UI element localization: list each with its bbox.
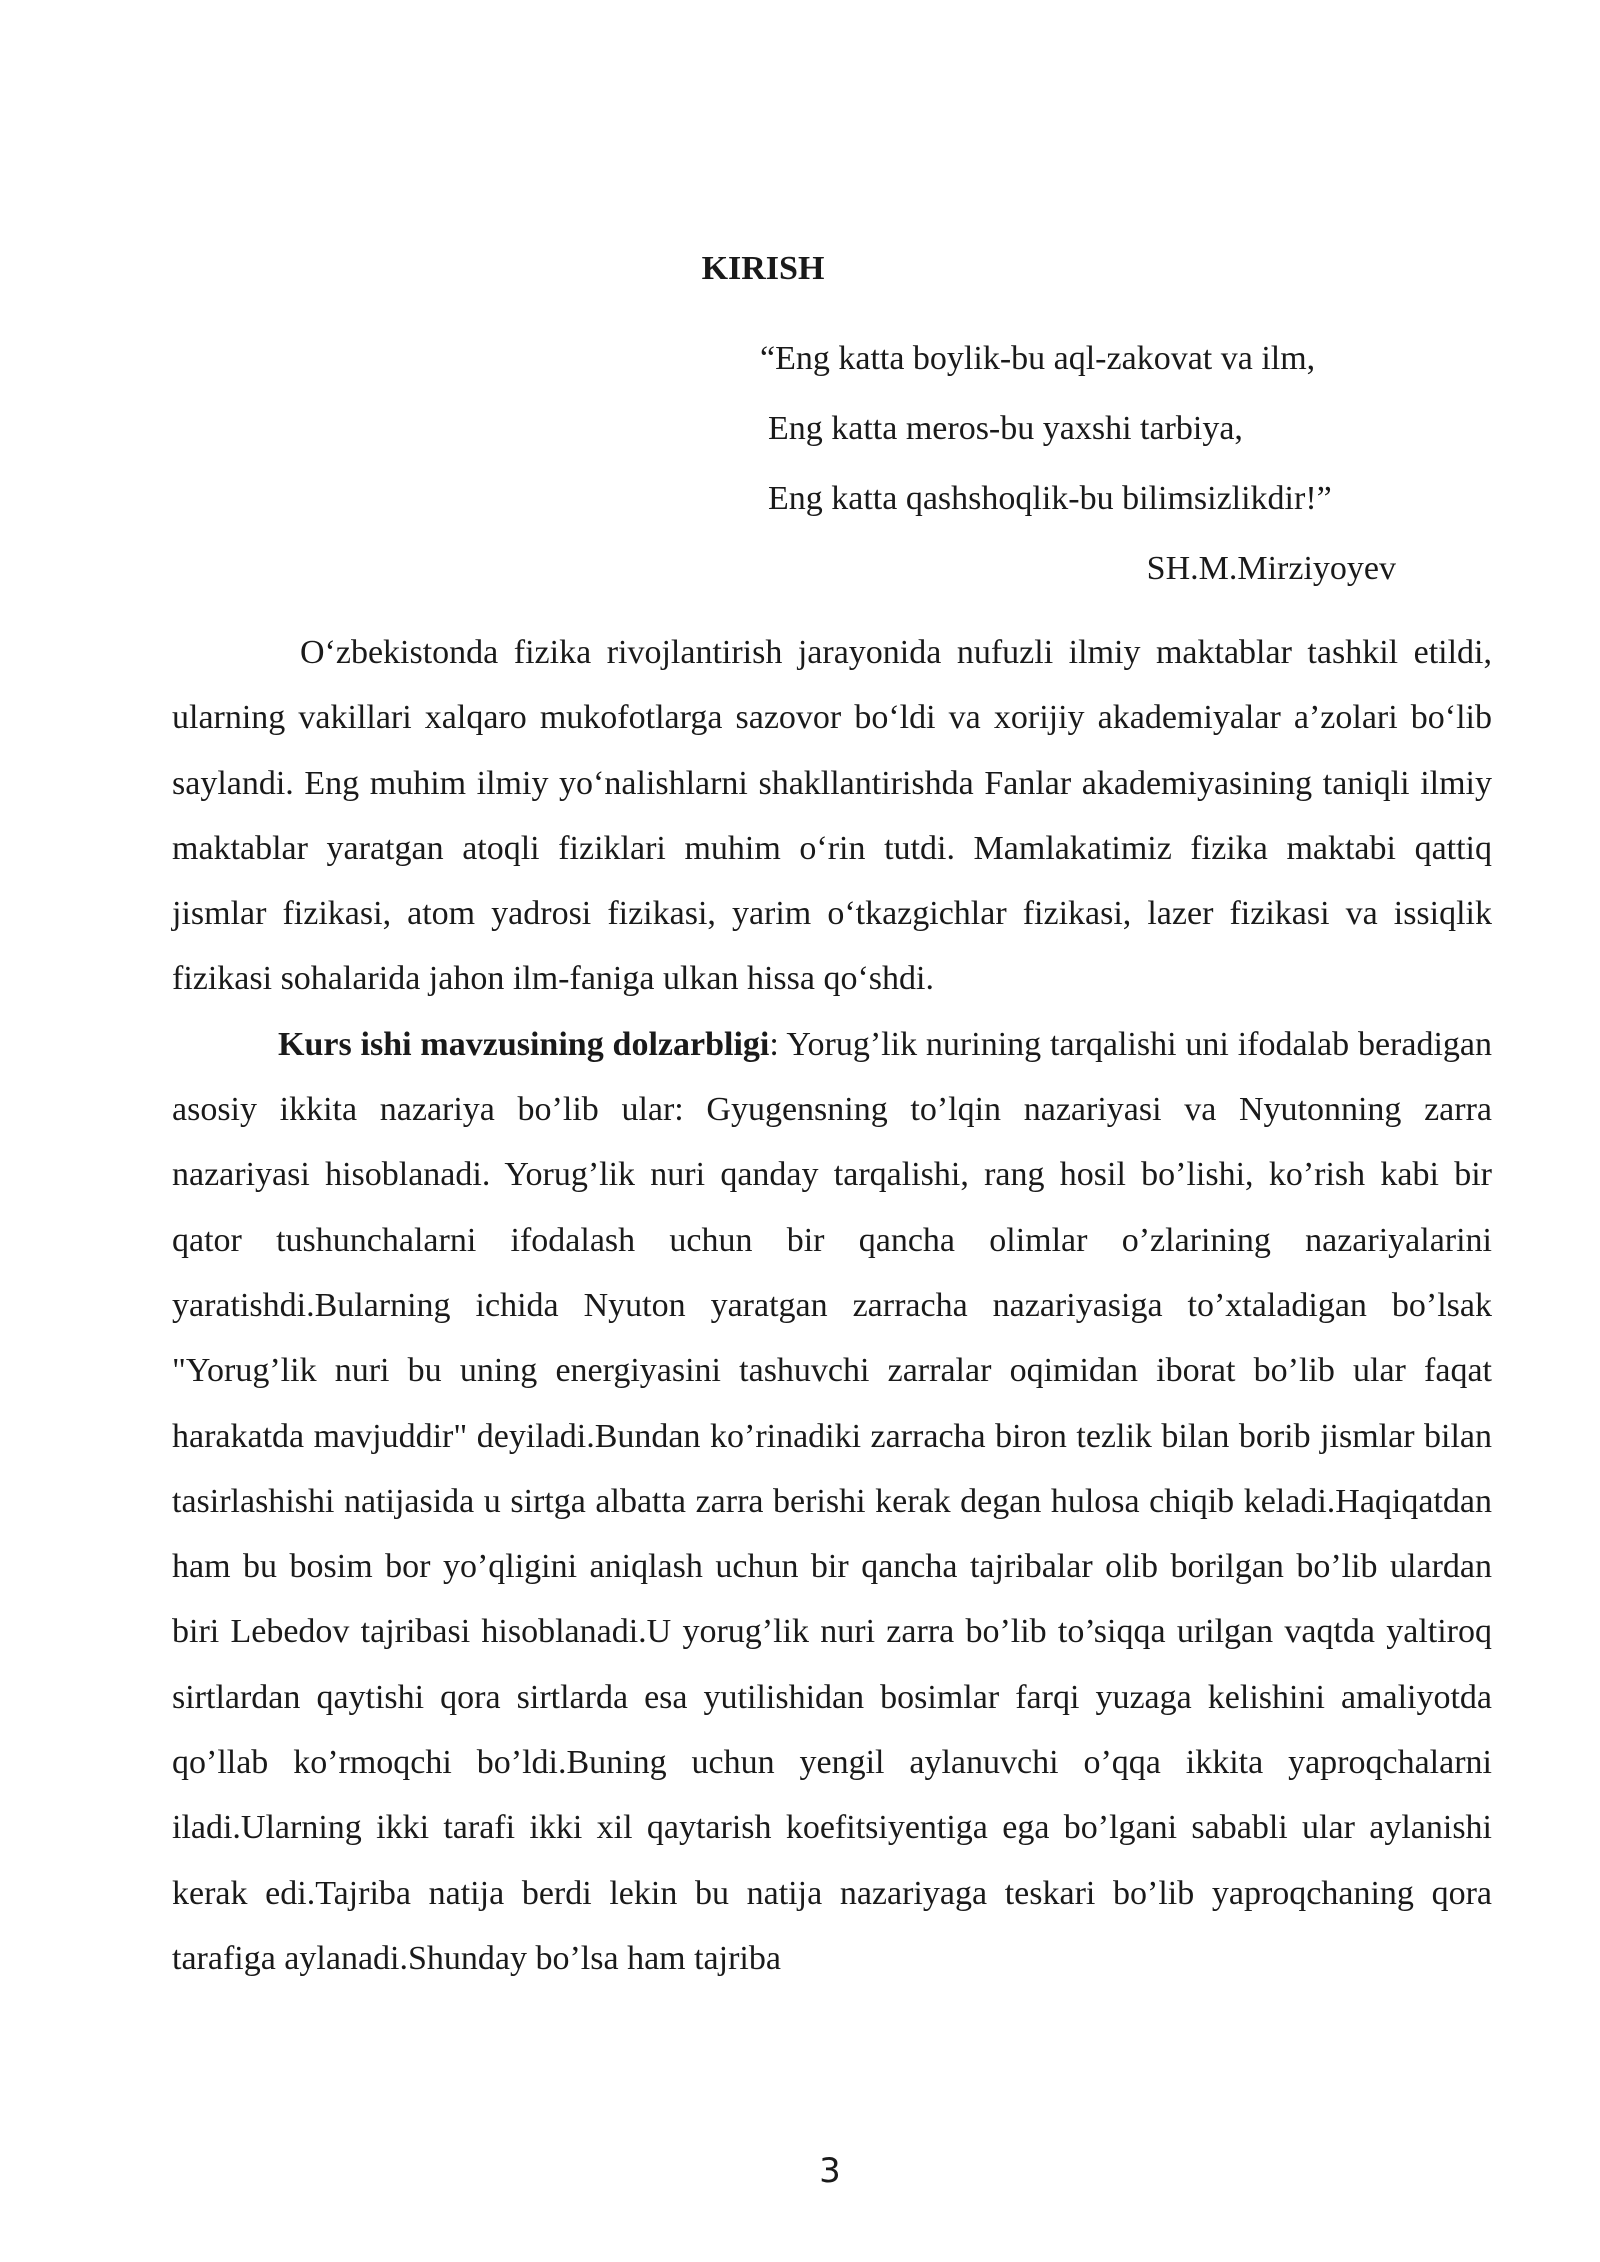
- paragraph-2-lead: Kurs ishi mavzusining dolzarbligi: [278, 1025, 770, 1063]
- epigraph: [760, 336, 1460, 616]
- epigraph-author: SH.M.Mirziyoyev: [1146, 550, 1396, 587]
- epigraph-line-1: “Eng katta boylik-bu aql-zakovat va ilm,: [760, 340, 1316, 377]
- paragraph-2: [172, 1012, 1492, 1991]
- paragraph-2-text: : Yorug’lik nurining tarqalishi uni ifodalab beradigan asosiy ikkita nazariya bo’lib ular: Gyugensning to’lqin nazariyasi va Nyutonning zarra nazariyasi hisoblanadi. Yorug’lik nuri qanday tarqalishi, rang hosil bo’lishi, ko’rish kabi bir qator tushunchalarni ifodalash uchun bir qancha olimlar o’zlarining nazariyalarini yaratishdi.Bularning ichida Nyuton yaratgan zarracha nazariyasiga to’xtaladigan bo’lsak "Yorug’lik nuri bu uning energiyasini tashuvchi zarralar oqimidan iborat bo’lib ular faqat harakatda mavjuddir" deyiladi.Bundan ko’rinadiki zarracha biron tezlik bilan borib jismlar bilan tasirlashishi natijasida u sirtga albatta zarra berishi kerak degan hulosa chiqib keladi.Haqiqatdan ham bu bosim bor yo’qligini aniqlash uchun bir qancha tajribalar olib borilgan bo’lib ulardan biri Lebedov tajribasi hisoblanadi.U yorug’lik nuri zarra bo’lib to’siqqa urilgan vaqtda yaltiroq sirtlardan qaytishi qora sirtlarda esa yutilishidan bosimlar farqi yuzaga kelishini amaliyotda qo’llab ko’rmoqchi bo’ldi.Buning uchun yengil aylanuvchi o’qqa ikkita yaproqchalarni iladi.Ularning ikki tarafi ikki xil qaytarish koefitsiyentiga ega bo’lgani sababli ular aylanishi kerak edi.Tajriba natija berdi lekin bu natija nazariyaga teskari bo’lib yaproqchaning qora tarafiga aylanadi.Shunday bo’lsa ham tajriba: [172, 1025, 1492, 1977]
- epigraph-line-3: Eng katta qashshoqlik-bu bilimsizlikdir!”: [768, 480, 1332, 517]
- paragraph-1: O‘zbekistonda fizika rivojlantirish jarayonida nufuzli ilmiy maktablar tashkil etildi, ularning vakillari xalqaro mukofotlarga sazovor bo‘ldi va xorijiy akademiyalar a’zolari bo‘lib saylandi. Eng muhim ilmiy yo‘nalishlarni shakllantirishda Fanlar akademiyasining taniqli ilmiy maktablar yaratgan atoqli fiziklari muhim o‘rin tutdi. Mamlakatimiz fizika maktabi qattiq jismlar fizikasi, atom yadrosi fizikasi, yarim o‘tkazgichlar fizikasi, lazer fizikasi va issiqlik fizikasi sohalarida jahon ilm-faniga ulkan hissa qo‘shdi.: [172, 634, 1492, 998]
- page-title: KIRISH: [701, 250, 825, 287]
- epigraph-line-2: Eng katta meros-bu yaxshi tarbiya,: [768, 410, 1243, 447]
- body-text: [172, 620, 1492, 1991]
- page-number: 3: [819, 2151, 841, 2191]
